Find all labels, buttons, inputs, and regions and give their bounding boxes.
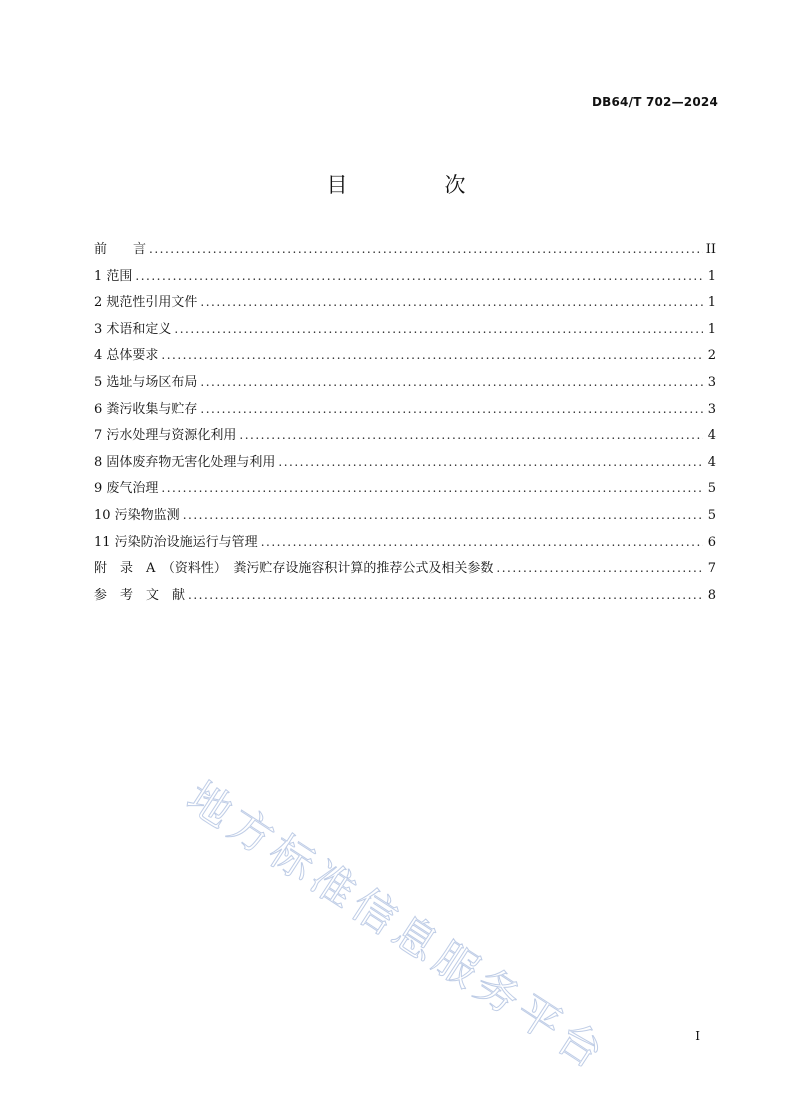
toc-entry-bibliography[interactable] bbox=[94, 582, 716, 609]
toc-entry-page: II bbox=[705, 242, 716, 257]
toc-entry-label: 10 污染物监测 bbox=[94, 507, 180, 523]
toc-entry-page: 4 bbox=[707, 454, 716, 470]
toc-entry-page: 8 bbox=[707, 587, 716, 603]
toc-entry-foreword[interactable] bbox=[94, 236, 716, 263]
toc-dot-leader bbox=[200, 396, 703, 423]
toc-entry-scope[interactable] bbox=[94, 263, 716, 290]
toc-dot-leader bbox=[200, 289, 703, 316]
toc-entry-label: 3 术语和定义 bbox=[94, 321, 172, 337]
toc-entry-page: 6 bbox=[707, 534, 716, 550]
toc-list bbox=[94, 236, 716, 608]
document-code: DB64/T 702—2024 bbox=[592, 95, 718, 109]
toc-dot-leader bbox=[261, 529, 703, 556]
toc-entry-label: 7 污水处理与资源化利用 bbox=[94, 428, 237, 444]
toc-entry-label: 11 污染防治设施运行与管理 bbox=[94, 534, 258, 550]
toc-entry-page: 4 bbox=[707, 428, 716, 444]
toc-entry-page: 3 bbox=[707, 374, 716, 390]
toc-entry-waste-gas[interactable] bbox=[94, 475, 716, 502]
toc-dot-leader bbox=[161, 475, 703, 502]
toc-entry-label: 附 录 A （资料性） 粪污贮存设施容积计算的推荐公式及相关参数 bbox=[94, 561, 494, 577]
toc-entry-page: 5 bbox=[707, 507, 716, 523]
toc-entry-label: 6 粪污收集与贮存 bbox=[94, 401, 198, 417]
toc-dot-leader bbox=[174, 316, 703, 343]
toc-entry-page: 7 bbox=[707, 561, 716, 577]
toc-entry-label: 8 固体废弃物无害化处理与利用 bbox=[94, 454, 276, 470]
toc-entry-general-requirements[interactable] bbox=[94, 342, 716, 369]
toc-dot-leader bbox=[149, 236, 703, 263]
toc-entry-label: 4 总体要求 bbox=[94, 348, 159, 364]
toc-entry-page: 1 bbox=[707, 268, 716, 284]
toc-dot-leader bbox=[161, 342, 703, 369]
toc-entry-appendix-a[interactable] bbox=[94, 555, 716, 582]
toc-entry-label: 9 废气治理 bbox=[94, 481, 159, 497]
toc-entry-page: 3 bbox=[707, 401, 716, 417]
toc-dot-leader bbox=[278, 449, 703, 476]
toc-dot-leader bbox=[188, 582, 703, 609]
toc-entry-pollutant-monitoring[interactable] bbox=[94, 502, 716, 529]
toc-entry-page: 1 bbox=[707, 321, 716, 337]
toc-entry-solid-waste[interactable] bbox=[94, 449, 716, 476]
watermark: 地方标准信息服务平台 bbox=[177, 772, 617, 1082]
toc-entry-label: 1 范围 bbox=[94, 268, 133, 284]
toc-entry-page: 5 bbox=[707, 481, 716, 497]
toc-dot-leader bbox=[496, 555, 703, 582]
toc-dot-leader bbox=[183, 502, 703, 529]
toc-entry-manure-collection[interactable] bbox=[94, 396, 716, 423]
toc-entry-label: 2 规范性引用文件 bbox=[94, 295, 198, 311]
toc-entry-facility-operation[interactable] bbox=[94, 529, 716, 556]
toc-entry-label: 5 选址与场区布局 bbox=[94, 374, 198, 390]
toc-entry-page: 1 bbox=[707, 295, 716, 311]
toc-entry-label: 前 言 bbox=[94, 242, 147, 257]
toc-dot-leader bbox=[239, 422, 703, 449]
toc-entry-label: 参 考 文 献 bbox=[94, 587, 186, 603]
toc-entry-wastewater-treatment[interactable] bbox=[94, 422, 716, 449]
toc-entry-page: 2 bbox=[707, 348, 716, 364]
toc-dot-leader bbox=[135, 263, 703, 290]
toc-entry-terms-definitions[interactable] bbox=[94, 316, 716, 343]
toc-entry-site-layout[interactable] bbox=[94, 369, 716, 396]
toc-entry-normative-references[interactable] bbox=[94, 289, 716, 316]
toc-dot-leader bbox=[200, 369, 703, 396]
page-number: I bbox=[695, 1029, 700, 1043]
toc-title: 目 次 bbox=[326, 173, 504, 197]
